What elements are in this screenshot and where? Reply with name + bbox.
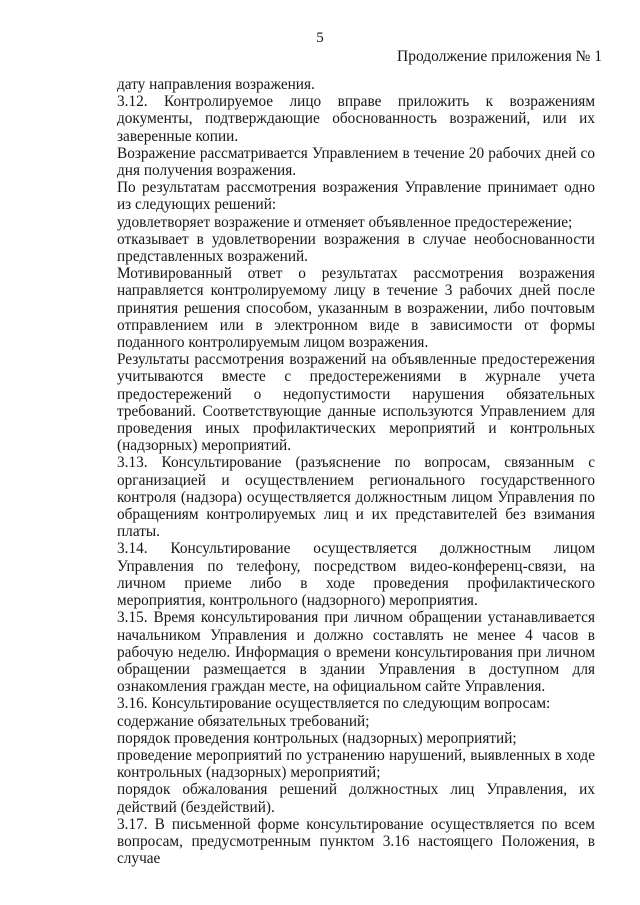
page-number: 5 [316,30,324,46]
decision-option: отказывает в удовлетворении возражения в случае необоснованности представленных возражений. [117,230,595,266]
paragraph: дату направления возражения. [117,76,315,93]
paragraph: Результаты рассмотрения возражений на объявленные предостережения учитываются вместе с предостережениями в журнале учета предостережений о недопустимости нарушения обязательных требований. Соответствующие данные используются Управлением для проведения иных профилактических мероприятий и контрольных (надзорных) мероприятий. [117,351,595,455]
paragraph-3-13: 3.13. Консультирование (разъяснение по вопросам, связанным с организацией и осуществлением регионального государственного контроля (надзора) осуществляется должностным лицом Управления по обращениям контролируемых лиц и их представителей без взимания платы. [117,454,595,541]
decision-option: удовлетворяет возражение и отменяет объявленное предостережение; [117,213,573,231]
consultation-topic: проведение мероприятий по устранению нарушений, выявленных в ходе контрольных (надзорных) мероприятий; [117,746,595,782]
consultation-topic: содержание обязательных требований; [117,712,370,730]
appendix-continuation-label: Продолжение приложения № 1 [397,48,602,65]
consultation-topic: порядок обжалования решений должностных лиц Управления, их действий (бездействий). [117,781,595,816]
paragraph: Возражение рассматривается Управлением в течение 20 рабочих дней со дня получения возражения. [117,144,595,180]
paragraph: По результатам рассмотрения возражения Управление принимает одно из следующих решений: [117,179,595,214]
paragraph-3-15: 3.15. Время консультирования при личном обращении устанавливается начальником Управления и должно составлять не менее 4 часов в рабочую неделю. Информация о времени консультирования при личном обращении размещается в здании Управления в доступном для ознакомления граждан месте, на официальном сайте Управления. [117,609,595,696]
paragraph-3-16: 3.16. Консультирование осуществляется по следующим вопросам: [117,695,551,713]
paragraph: Мотивированный ответ о результатах рассмотрения возражения направляется контролируемому лицу в течение 3 рабочих дней после принятия решения способом, указанным в возражении, либо почтовым отправлением или в электронном виде в зависимости от формы поданного контролируемым лицом возражения. [117,265,595,352]
paragraph-3-14: 3.14. Консультирование осуществляется должностным лицом Управления по телефону, посредством видео-конференц-связи, на личном приеме либо в ходе проведения профилактического мероприятия, контрольного (надзорного) мероприятия. [117,540,595,610]
paragraph-3-17: 3.17. В письменной форме консультирование осуществляется по всем вопросам, предусмотренным пунктом 3.16 настоящего Положения, в случае [117,815,595,868]
consultation-topic: порядок проведения контрольных (надзорных) мероприятий; [117,729,517,747]
document-body [117,76,595,867]
paragraph-3-12: 3.12. Контролируемое лицо вправе приложить к возражениям документы, подтверждающие обоснованность возражений, или их заверенные копии. [117,93,595,145]
